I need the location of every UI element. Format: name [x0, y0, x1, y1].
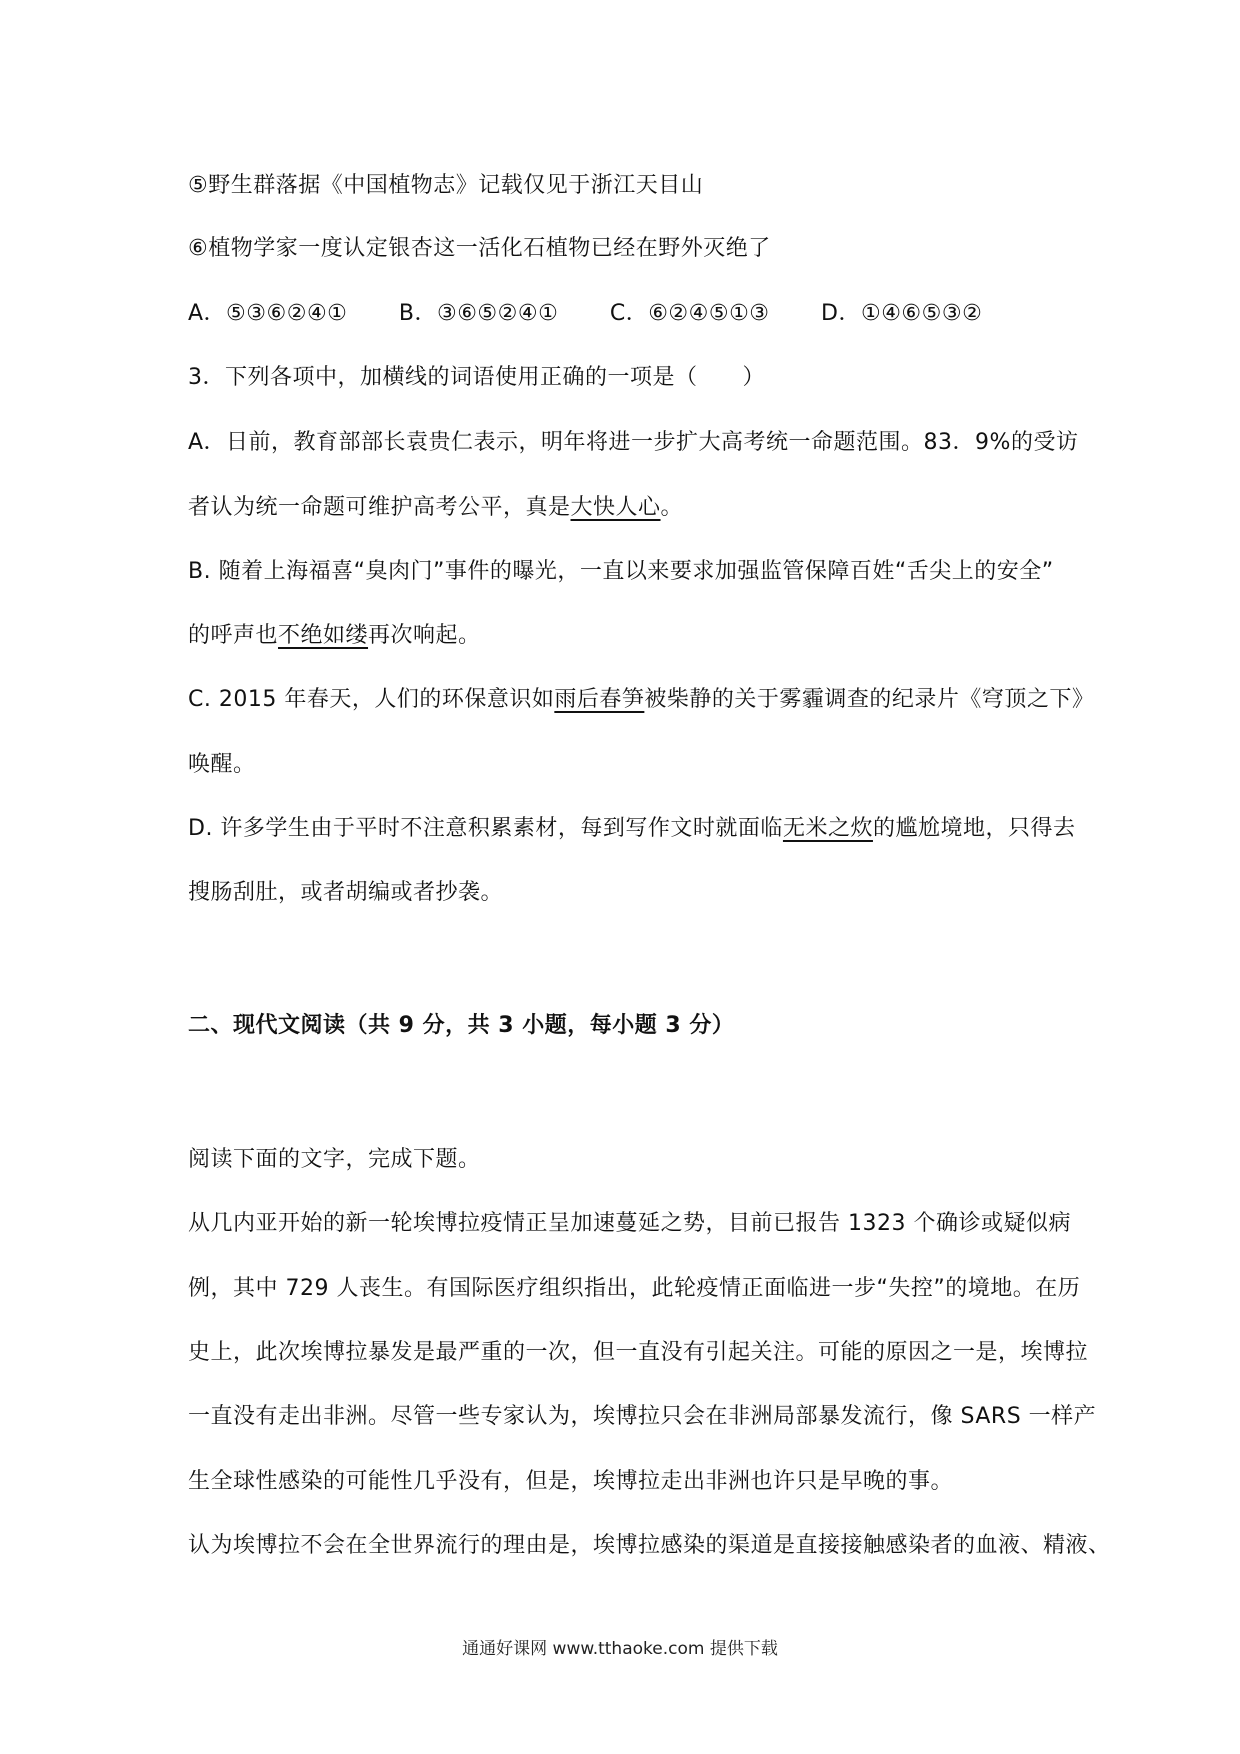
q3-stem: 3．下列各项中，加横线的词语使用正确的一项是（ ） — [188, 365, 765, 390]
q3-option-c-line2: 唤醒。 — [188, 752, 256, 777]
text: 被柴静的关于雾霾调查的纪录片《穹顶之下》 — [644, 687, 1095, 712]
text: 的尴尬境地，只得去 — [872, 816, 1076, 841]
page-footer: 通通好课网 www.tthaoke.com 提供下载 — [462, 1639, 778, 1659]
underlined-phrase: 无米之炊 — [782, 816, 873, 841]
text: 者认为统一命题可维护高考公平，真是 — [188, 495, 571, 520]
list-item-6: ⑥植物学家一度认定银杏这一活化石植物已经在野外灭绝了 — [188, 236, 771, 261]
q3-option-a-line2 — [188, 493, 683, 523]
text: C. 2015 年春天，人们的环保意识如 — [188, 687, 555, 712]
text: 再次响起。 — [368, 623, 481, 648]
q3-option-d-line1 — [188, 814, 1075, 844]
passage-line: 一直没有走出非洲。尽管一些专家认为，埃博拉只会在非洲局部暴发流行，像 SARS 一样产 — [188, 1404, 1097, 1429]
q3-option-b-line2 — [188, 621, 481, 651]
q2-options — [188, 299, 982, 329]
reading-instruction: 阅读下面的文字，完成下题。 — [188, 1147, 481, 1172]
q3-option-a-line1: A．日前，教育部部长袁贵仁表示，明年将进一步扩大高考统一命题范围。83．9%的受访 — [188, 430, 1079, 455]
passage-line: 例，其中 729 人丧生。有国际医疗组织指出，此轮疫情正面临进一步“失控”的境地。在历 — [188, 1276, 1081, 1301]
passage-line: 从几内亚开始的新一轮埃博拉疫情正呈加速蔓延之势，目前已报告 1323 个确诊或疑似病 — [188, 1211, 1071, 1236]
text: D. 许多学生由于平时不注意积累素材，每到写作文时就面临 — [188, 816, 783, 841]
q3-option-d-line2: 搜肠刮肚，或者胡编或者抄袭。 — [188, 880, 504, 905]
passage-line: 史上，此次埃博拉暴发是最严重的一次，但一直没有引起关注。可能的原因之一是，埃博拉 — [188, 1340, 1089, 1365]
section-heading: 二、现代文阅读（共 9 分，共 3 小题，每小题 3 分） — [188, 1013, 735, 1038]
underlined-phrase: 不绝如缕 — [278, 623, 369, 648]
text: 。 — [660, 495, 684, 520]
list-item-5: ⑤野生群落据《中国植物志》记载仅见于浙江天目山 — [188, 173, 704, 198]
q2-option-d: D．①④⑥⑤③② — [821, 301, 983, 326]
passage-line: 认为埃博拉不会在全世界流行的理由是，埃博拉感染的渠道是直接接触感染者的血液、精液、 — [188, 1533, 1111, 1558]
q2-option-c: C．⑥②④⑤①③ — [609, 301, 770, 326]
underlined-phrase: 雨后春笋 — [554, 687, 645, 712]
text: 的呼声也 — [188, 623, 279, 648]
q2-option-a: A．⑤③⑥②④① — [188, 301, 348, 326]
passage-line: 生全球性感染的可能性几乎没有，但是，埃博拉走出非洲也许只是早晚的事。 — [188, 1469, 954, 1494]
q2-option-b: B．③⑥⑤②④① — [398, 301, 559, 326]
q3-option-b-line1: B. 随着上海福喜“臭肉门”事件的曝光，一直以来要求加强监管保障百姓“舌尖上的安全” — [188, 559, 1054, 584]
q3-option-c-line1 — [188, 685, 1094, 715]
underlined-phrase: 大快人心 — [570, 495, 661, 520]
